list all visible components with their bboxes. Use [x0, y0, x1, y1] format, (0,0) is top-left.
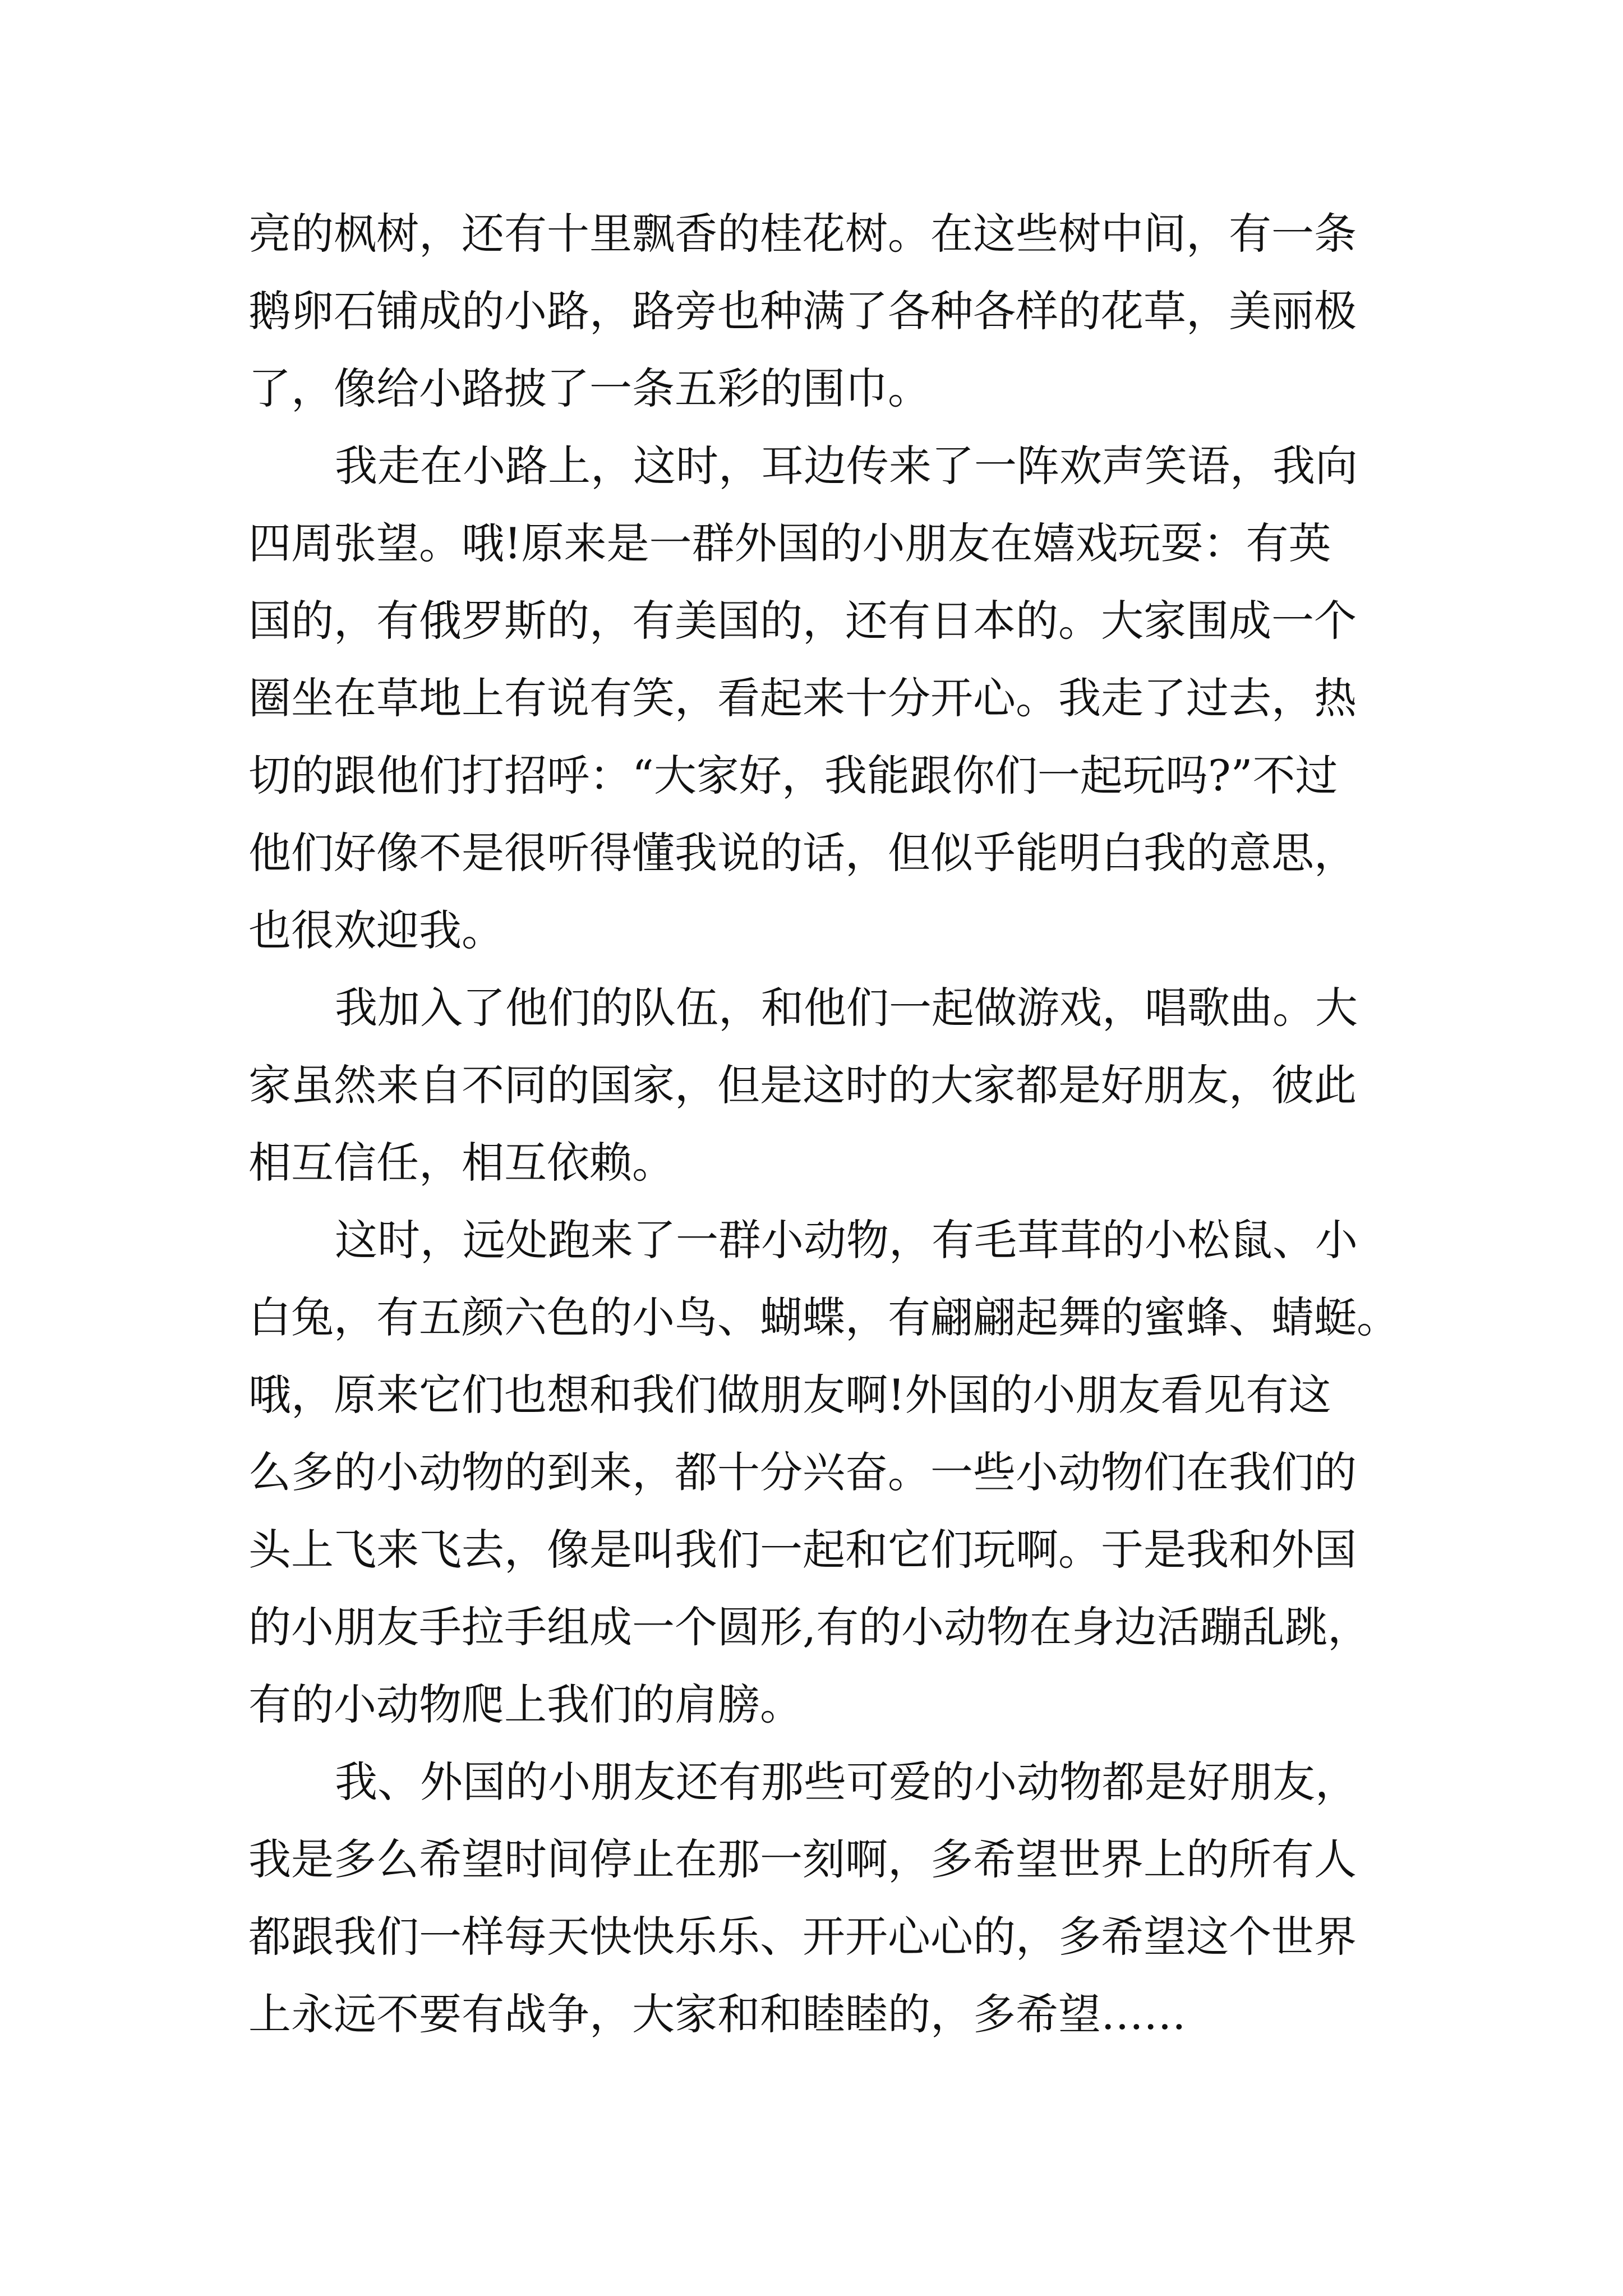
text-line: 了，像给小路披了一条五彩的围巾。 — [248, 364, 930, 413]
paragraph-2 — [248, 427, 1426, 969]
paragraph-4 — [248, 1202, 1426, 1743]
text-line: 有的小动物爬上我们的肩膀。 — [248, 1680, 803, 1729]
text-line: 他们好像不是很听得懂我说的话，但似乎能明白我的意思， — [248, 828, 1357, 878]
text-line: 我走在小路上，这时，耳边传来了一阵欢声笑语，我向 — [335, 441, 1358, 491]
text-line: 鹅卵石铺成的小路，路旁也种满了各种各样的花草，美丽极 — [248, 286, 1357, 336]
text-line: 头上飞来飞去，像是叫我们一起和它们玩啊。于是我和外国 — [248, 1525, 1357, 1575]
text-line: 哦，原来它们也想和我们做朋友啊!外国的小朋友看见有这 — [248, 1370, 1331, 1420]
text-line: 亮的枫树，还有十里飘香的桂花树。在这些树中间，有一条 — [248, 209, 1357, 259]
text-line: 我加入了他们的队伍，和他们一起做游戏，唱歌曲。大 — [335, 983, 1358, 1033]
paragraph-1 — [248, 195, 1426, 427]
body-text — [248, 195, 1426, 2053]
text-line: 圈坐在草地上有说有笑，看起来十分开心。我走了过去，热 — [248, 673, 1357, 723]
text-line: 也很欢迎我。 — [248, 905, 504, 955]
text-line: 我是多么希望时间停止在那一刻啊，多希望世界上的所有人 — [248, 1834, 1357, 1884]
text-line: 上永远不要有战争，大家和和睦睦的，多希望…… — [248, 1989, 1186, 2039]
text-line: 么多的小动物的到来，都十分兴奋。一些小动物们在我们的 — [248, 1447, 1357, 1497]
text-line: 家虽然来自不同的国家，但是这时的大家都是好朋友，彼此 — [248, 1060, 1357, 1110]
text-line: 这时，远处跑来了一群小动物，有毛茸茸的小松鼠、小 — [335, 1215, 1358, 1265]
paragraph-3 — [248, 969, 1426, 1202]
paragraph-5 — [248, 1743, 1426, 2053]
text-line: 国的，有俄罗斯的，有美国的，还有日本的。大家围成一个 — [248, 596, 1357, 646]
text-line: 我、外国的小朋友还有那些可爱的小动物都是好朋友， — [335, 1757, 1358, 1807]
text-line: 白兔，有五颜六色的小鸟、蝴蝶，有翩翩起舞的蜜蜂、蜻蜓。 — [248, 1292, 1399, 1342]
text-line: 切的跟他们打招呼：“大家好，我能跟你们一起玩吗?”不过 — [248, 751, 1338, 800]
text-line: 四周张望。哦!原来是一群外国的小朋友在嬉戏玩耍：有英 — [248, 518, 1331, 568]
text-line: 相互信任，相互依赖。 — [248, 1138, 675, 1188]
text-line: 的小朋友手拉手组成一个圆形,有的小动物在身边活蹦乱跳， — [248, 1602, 1371, 1652]
text-line: 都跟我们一样每天快快乐乐、开开心心的，多希望这个世界 — [248, 1912, 1357, 1962]
